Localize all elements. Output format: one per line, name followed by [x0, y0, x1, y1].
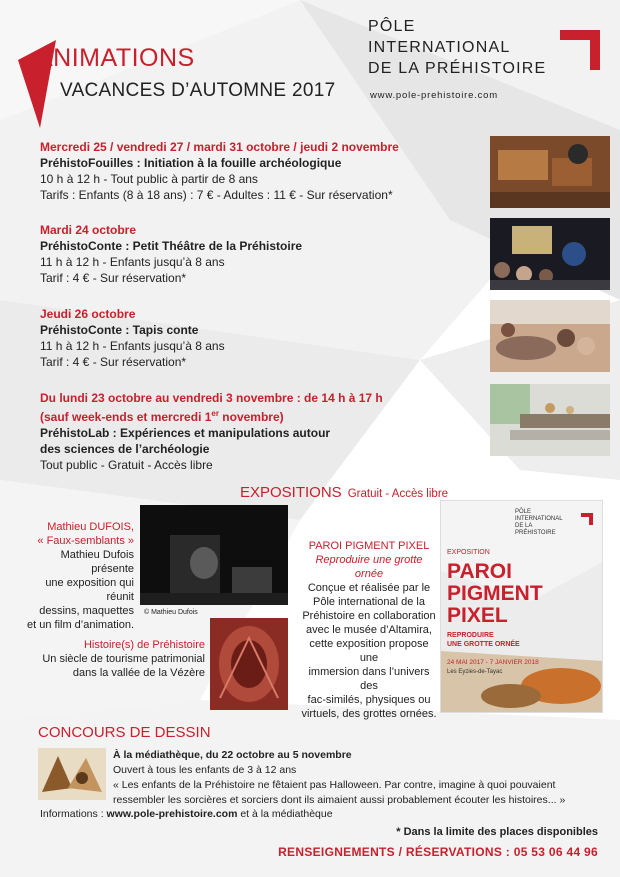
expo-text: cette exposition propose une [309, 638, 429, 664]
photo-tapis [490, 300, 610, 372]
expo-text: Un siècle de tourisme patrimonial [42, 653, 205, 665]
expo-subtitle: « Faux-semblants » [37, 535, 134, 547]
event-time: Tout public - Gratuit - Accès libre [40, 458, 213, 472]
event-date-note: (sauf week-ends et mercredi 1er novembre) [40, 409, 284, 424]
org-line: INTERNATIONAL [368, 39, 511, 56]
event-lab [40, 390, 480, 473]
expo-subtitle: Reproduire une grotte ornée [315, 554, 423, 580]
concours-text [113, 748, 603, 808]
page-title: ANIMATIONS [36, 44, 195, 72]
expo-text: virtuels, des grottes ornées. [301, 708, 437, 720]
event-price: Tarif : 4 € - Sur réservation* [40, 271, 187, 285]
poster-title-word: PIXEL [447, 604, 508, 627]
poster-org-line: PRÉHISTOIRE [515, 530, 556, 536]
expo-text: Pôle international de la [313, 596, 425, 608]
expo-text: dans la vallée de la Vézère [72, 667, 205, 679]
info-line [40, 808, 333, 820]
poster-subtitle-line: UNE GROTTE ORNÉE [447, 641, 520, 648]
poster-org [515, 509, 563, 537]
event-fouilles [40, 139, 480, 203]
poster-dates: 24 MAI 2017 - 7 JANVIER 2018 [447, 659, 539, 666]
expo-title: Histoire(s) de Préhistoire [83, 639, 205, 651]
expositions-sub: Gratuit - Accès libre [347, 488, 449, 500]
contact-line: RENSEIGNEMENTS / RÉSERVATIONS : 05 53 06 44 96 [278, 845, 598, 859]
photo-fouilles [490, 136, 610, 208]
expo-text: Préhistoire en collaboration [302, 610, 436, 622]
expo-text: et un film d’animation. [27, 619, 134, 631]
expo-poster [440, 500, 603, 713]
poster-org-line: DE LA [515, 523, 533, 529]
poster-label: EXPOSITION [447, 549, 490, 556]
drawing-concours [38, 748, 106, 800]
event-name: PréhistoConte : Tapis conte [40, 323, 199, 337]
expositions-title: EXPOSITIONS [240, 484, 342, 501]
poster-subtitle [447, 631, 520, 649]
photo-lab [490, 384, 610, 456]
concours-quote: ressembler les sorcières et sorciers dont ils aimaient aussi probablement écouter les histoires... » [113, 794, 566, 806]
org-line: DE LA PRÉHISTOIRE [368, 60, 547, 77]
poster-title-word: PIGMENT [447, 582, 543, 605]
concours-heading: CONCOURS DE DESSIN [38, 724, 211, 741]
expo-text: immersion dans l’univers des [308, 666, 430, 692]
event-date: Du lundi 23 octobre au vendredi 3 novembre : de 14 h à 17 h [40, 391, 383, 405]
concours-quote: « Les enfants de la Préhistoire ne fêtaient pas Halloween. Par contre, imagine à quoi pouvaient [113, 779, 556, 791]
info-prefix: Informations : [40, 808, 107, 820]
info-url-link[interactable]: www.pole-prehistoire.com [106, 808, 238, 820]
event-date: Jeudi 26 octobre [40, 307, 136, 321]
expo-title: PAROI PIGMENT PIXEL [308, 540, 430, 552]
concours-audience: Ouvert à tous les enfants de 3 à 12 ans [113, 764, 297, 776]
poster-org-line: INTERNATIONAL [515, 516, 563, 522]
page-subtitle: VACANCES D’AUTOMNE 2017 [60, 80, 336, 101]
expo-paroi [300, 539, 438, 721]
event-name: des sciences de l’archéologie [40, 442, 210, 456]
expo-text: avec le musée d’Altamira, [306, 624, 432, 636]
event-date: Mardi 24 octobre [40, 223, 137, 237]
org-url-link[interactable]: www.pole-prehistoire.com [370, 90, 498, 101]
event-time: 11 h à 12 h - Enfants jusqu’à 8 ans [40, 339, 225, 353]
event-date: Mercredi 25 / vendredi 27 / mardi 31 octobre / jeudi 2 novembre [40, 140, 399, 154]
event-price: Tarifs : Enfants (8 à 18 ans) : 7 € - Adultes : 11 € - Sur réservation* [40, 188, 393, 202]
poster-subtitle-line: REPRODUIRE [447, 632, 494, 639]
event-price: Tarif : 4 € - Sur réservation* [40, 355, 187, 369]
event-name: PréhistoConte : Petit Théâtre de la Préhistoire [40, 239, 303, 253]
expo-dufois [24, 520, 134, 632]
concours-dates: À la médiathèque, du 22 octobre au 5 novembre [113, 749, 352, 761]
info-suffix: et à la médiathèque [237, 808, 333, 820]
event-tapis [40, 306, 480, 370]
expo-text: Conçue et réalisée par le [307, 582, 431, 594]
photo-credit: © Mathieu Dufois [144, 609, 198, 616]
expo-text: Mathieu Dufois présente [60, 549, 134, 575]
expo-text: dessins, maquettes [39, 605, 134, 617]
photo-dufois [140, 505, 288, 605]
photo-theatre [490, 218, 610, 290]
expo-text: fac-similés, physiques ou [307, 694, 431, 706]
expo-text: une exposition qui réunit [45, 577, 134, 603]
org-name [368, 16, 546, 79]
event-time: 11 h à 12 h - Enfants jusqu’à 8 ans [40, 255, 225, 269]
org-line: PÔLE [368, 18, 416, 35]
footnote: * Dans la limite des places disponibles [396, 826, 598, 838]
expositions-heading [240, 484, 448, 501]
poster-place: Les Eyzies-de-Tayac [447, 669, 503, 675]
event-theatre [40, 222, 480, 286]
poster-org-line: PÔLE [515, 509, 532, 515]
engraving-histoire [210, 618, 288, 710]
event-name: PréhistoLab : Expériences et manipulations autour [40, 426, 331, 440]
event-name: PréhistoFouilles : Initiation à la fouille archéologique [40, 156, 342, 170]
expo-title: Mathieu DUFOIS, [47, 521, 134, 533]
expo-histoire [30, 638, 205, 680]
poster-title [447, 561, 543, 627]
poster-title-word: PAROI [447, 560, 512, 583]
event-time: 10 h à 12 h - Tout public à partir de 8 ans [40, 172, 258, 186]
